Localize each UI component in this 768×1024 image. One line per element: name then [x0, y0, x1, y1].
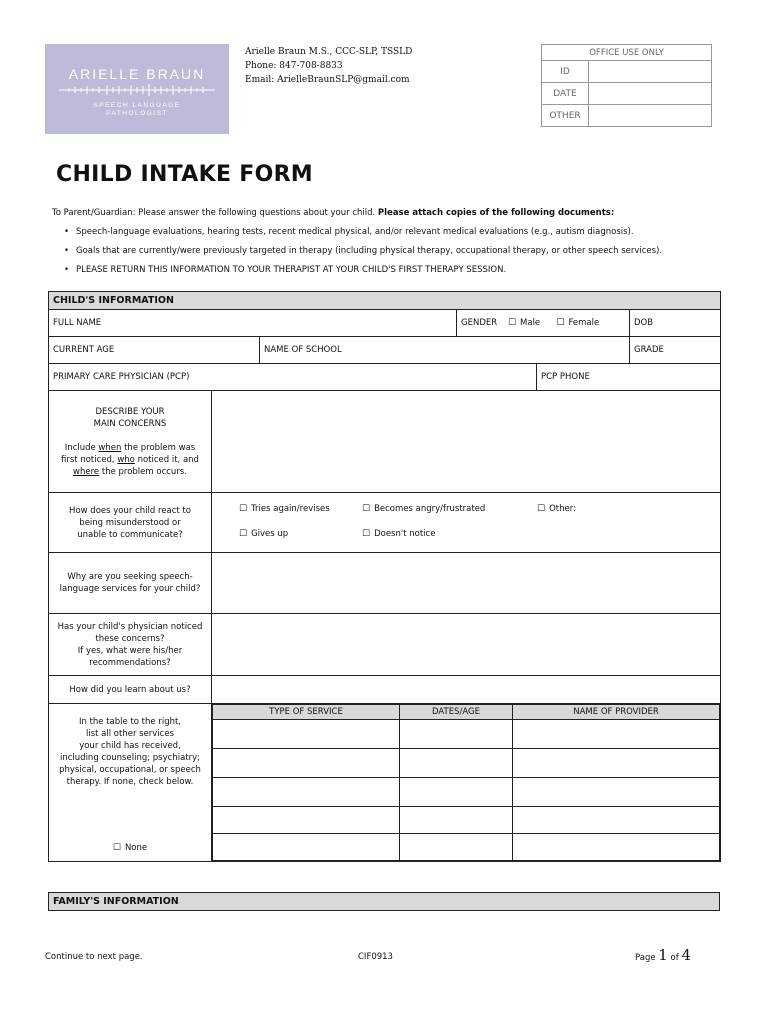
page-total: 4: [681, 946, 691, 964]
service-cell[interactable]: [213, 720, 400, 749]
page-number: 1: [658, 946, 668, 964]
services-question: [49, 704, 212, 862]
service-cell[interactable]: [213, 807, 400, 834]
learn-answer[interactable]: [212, 676, 721, 704]
service-cell[interactable]: [213, 834, 400, 861]
bullet-item: • Goals that are currently/were previously targeted in therapy (including physical therapy, occupational therapy, or other speech services).: [76, 246, 662, 256]
seeking-answer[interactable]: [212, 553, 721, 614]
intro-text: [52, 208, 614, 218]
office-other-label: OTHER: [542, 105, 589, 127]
angry-checkbox[interactable]: [362, 504, 485, 514]
footer-continue: Continue to next page.: [45, 952, 143, 962]
family-information-table: [48, 892, 720, 911]
contact-email: Email: ArielleBraunSLP@gmail.com: [245, 75, 410, 85]
question-text: unable to communicate?: [77, 529, 183, 540]
question-text: list all other services: [85, 729, 175, 739]
seeking-question: [49, 553, 212, 614]
question-text: being misunderstood or: [79, 517, 181, 528]
logo-subtitle-line: PATHOLOGIST: [106, 110, 168, 117]
service-cell[interactable]: [400, 807, 513, 834]
service-cell[interactable]: [400, 834, 513, 861]
question-text: [53, 442, 207, 454]
service-cell[interactable]: [213, 749, 400, 778]
service-cell[interactable]: [513, 749, 720, 778]
question-fragment: noticed it, and: [134, 454, 199, 465]
question-text: In the table to the right,: [78, 717, 182, 727]
family-info-section-header: FAMILY'S INFORMATION: [49, 893, 720, 911]
question-text: [53, 454, 207, 466]
gives-up-checkbox[interactable]: [239, 529, 288, 539]
option-label: Other:: [549, 503, 576, 514]
service-cell[interactable]: [400, 720, 513, 749]
question-fragment: when: [98, 442, 122, 453]
pcp-phone-field[interactable]: [537, 364, 721, 391]
question-fragment: first noticed,: [61, 454, 118, 465]
col-name-of-provider: NAME OF PROVIDER: [513, 705, 720, 720]
pcp-field[interactable]: [49, 364, 537, 391]
school-name-field[interactable]: [260, 337, 630, 364]
question-fragment: the problem was: [121, 442, 196, 453]
office-other-field[interactable]: [589, 105, 712, 127]
pcp-label: PRIMARY CARE PHYSICIAN (PCP): [53, 372, 190, 382]
question-text: Why are you seeking speech-: [67, 572, 193, 582]
question-text: physical, occupational, or speech: [59, 765, 201, 775]
intro-attach-note: Please attach copies of the following documents:: [377, 208, 615, 218]
page-title: CHILD INTAKE FORM: [56, 162, 314, 187]
contact-phone: Phone: 847-708-8833: [245, 61, 343, 71]
child-information-table: [48, 291, 721, 862]
waveform-icon: [59, 84, 215, 96]
question-text: these concerns?: [95, 633, 165, 644]
service-cell[interactable]: [513, 807, 720, 834]
service-cell[interactable]: [400, 778, 513, 807]
option-label: Becomes angry/frustrated: [374, 503, 486, 514]
intro-instruction: To Parent/Guardian: Please answer the following questions about your child.: [52, 208, 378, 218]
react-question: [49, 493, 212, 553]
service-cell[interactable]: [513, 778, 720, 807]
option-label: Tries again/revises: [251, 503, 330, 514]
question-text: including counseling; psychiatry;: [60, 753, 200, 763]
school-name-label: NAME OF SCHOOL: [264, 345, 342, 355]
physician-question: [49, 614, 212, 676]
physician-answer[interactable]: [212, 614, 721, 676]
female-label: Female: [568, 318, 600, 328]
office-id-field[interactable]: [589, 61, 712, 83]
of-word: of: [670, 953, 679, 963]
main-concerns-answer[interactable]: [212, 391, 721, 493]
dob-label: DOB: [634, 318, 654, 328]
option-label: Doesn't notice: [374, 528, 436, 539]
gender-label: GENDER: [461, 318, 498, 328]
question-text: your child has received,: [79, 741, 181, 751]
question-text: How does your child react to: [69, 505, 191, 516]
react-options: [212, 493, 721, 553]
question-text: therapy. If none, check below.: [66, 777, 194, 787]
service-cell[interactable]: [213, 778, 400, 807]
service-cell[interactable]: [513, 720, 720, 749]
page-indicator: [635, 946, 691, 964]
gender-field: [457, 310, 630, 337]
logo-subtitle-line: SPEECH LANGUAGE: [93, 102, 181, 109]
other-checkbox[interactable]: [537, 504, 576, 514]
page-word: Page: [635, 953, 656, 963]
none-label: None: [124, 843, 148, 853]
tries-again-checkbox[interactable]: [239, 504, 330, 514]
main-concerns-question: [49, 391, 212, 493]
bullet-item: • Speech-language evaluations, hearing tests, recent medical physical, and/or relevant medical evaluations (e.g., autism diagnosis).: [76, 227, 634, 237]
col-type-of-service: TYPE OF SERVICE: [213, 705, 400, 720]
question-fragment: the problem occurs.: [99, 466, 187, 477]
bullet-item: • PLEASE RETURN THIS INFORMATION TO YOUR THERAPIST AT YOUR CHILD'S FIRST THERAPY SESSION.: [76, 265, 506, 275]
full-name-field[interactable]: [49, 310, 457, 337]
none-checkbox[interactable]: [113, 843, 147, 853]
full-name-label: FULL NAME: [53, 318, 102, 328]
question-fragment: where: [73, 466, 100, 477]
services-table: [212, 704, 720, 861]
question-text: language services for your child?: [59, 584, 201, 594]
question-fragment: who: [117, 454, 135, 465]
question-text: DESCRIBE YOUR: [95, 406, 165, 417]
grade-field[interactable]: [630, 337, 721, 364]
col-dates-age: DATES/AGE: [400, 705, 513, 720]
pcp-phone-label: PCP PHONE: [541, 372, 590, 382]
learn-question: How did you learn about us?: [49, 676, 212, 704]
question-text: MAIN CONCERNS: [93, 418, 167, 429]
office-use-table: [541, 44, 712, 127]
office-id-label: ID: [542, 61, 589, 83]
service-cell[interactable]: [400, 749, 513, 778]
services-table-cell: [212, 704, 721, 862]
question-text: Has your child's physician noticed: [57, 621, 203, 632]
footer-form-code: CIF0913: [358, 952, 393, 962]
logo: [45, 44, 229, 134]
grade-label: GRADE: [634, 345, 664, 355]
current-age-label: CURRENT AGE: [53, 345, 115, 355]
doesnt-notice-checkbox[interactable]: [362, 529, 435, 539]
male-label: Male: [520, 318, 541, 328]
female-checkbox[interactable]: [556, 318, 599, 328]
office-date-field[interactable]: [589, 83, 712, 105]
contact-name: Arielle Braun M.S., CCC-SLP, TSSLD: [245, 47, 413, 57]
office-date-label: DATE: [542, 83, 589, 105]
question-text: If yes, what were his/her: [77, 645, 183, 656]
option-label: Gives up: [251, 528, 289, 539]
office-use-header: OFFICE USE ONLY: [542, 45, 712, 61]
logo-subtitle: [45, 102, 229, 118]
contact-info: [245, 45, 412, 87]
logo-name: ARIELLE BRAUN: [68, 66, 206, 82]
dob-field[interactable]: [630, 310, 721, 337]
question-text: [53, 466, 207, 478]
question-text: recommendations?: [89, 657, 171, 668]
child-info-section-header: CHILD'S INFORMATION: [49, 292, 721, 310]
service-cell[interactable]: [513, 834, 720, 861]
current-age-field[interactable]: [49, 337, 260, 364]
question-fragment: Include: [64, 442, 99, 453]
male-checkbox[interactable]: [508, 318, 540, 328]
